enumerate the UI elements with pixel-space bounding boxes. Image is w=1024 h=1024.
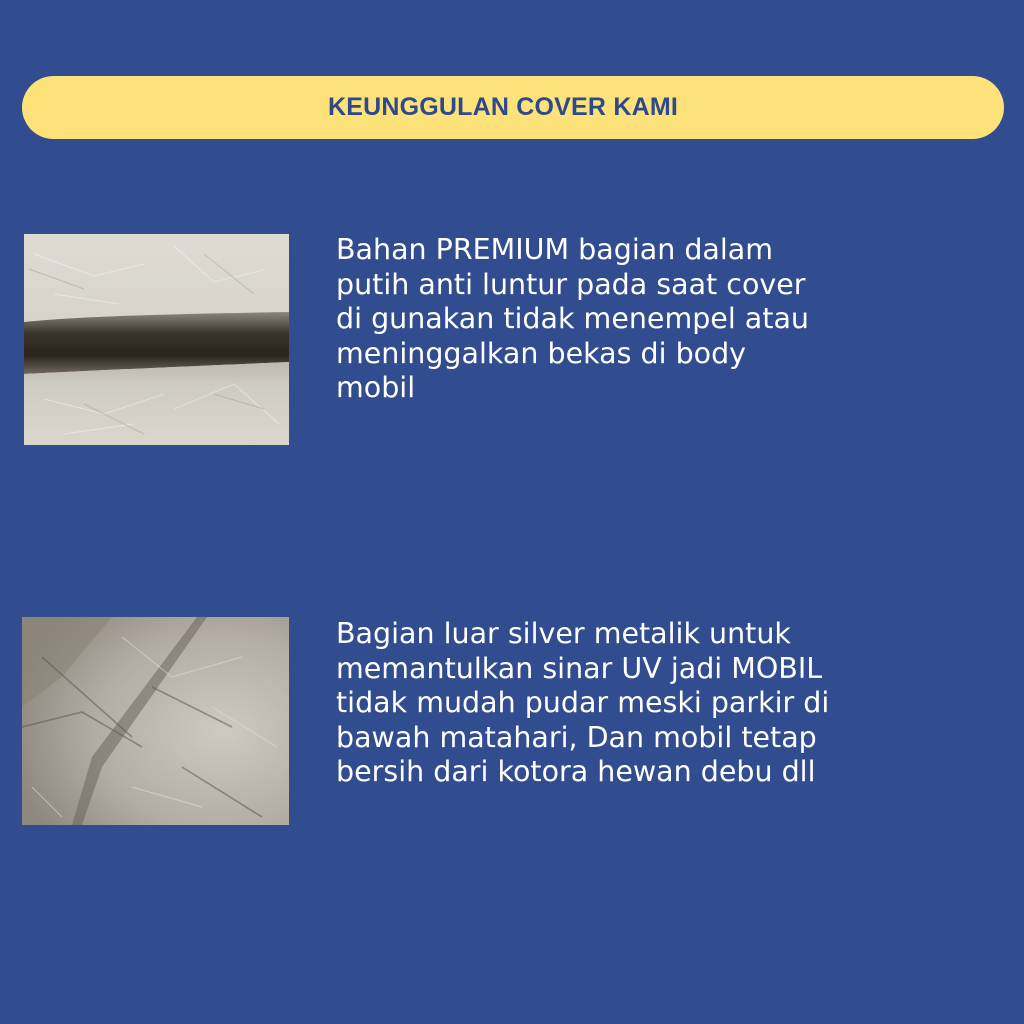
feature-description-outer: Bagian luar silver metalik untuk memantulkan sinar UV jadi MOBIL tidak mudah pudar meski parkir di bawah matahari, Dan mobil tetap bersih dari kotora hewan debu dll: [336, 617, 830, 789]
silver-outer-fabric-photo: [22, 617, 289, 825]
page-title: KEUNGGULAN COVER KAMI: [327, 93, 679, 121]
title-banner: [22, 76, 1004, 139]
feature-description-inner: Bahan PREMIUM bagian dalam putih anti luntur pada saat cover di gunakan tidak menempel atau meninggalkan bekas di body mobil: [336, 233, 809, 405]
white-inner-fabric-photo: [24, 234, 289, 445]
